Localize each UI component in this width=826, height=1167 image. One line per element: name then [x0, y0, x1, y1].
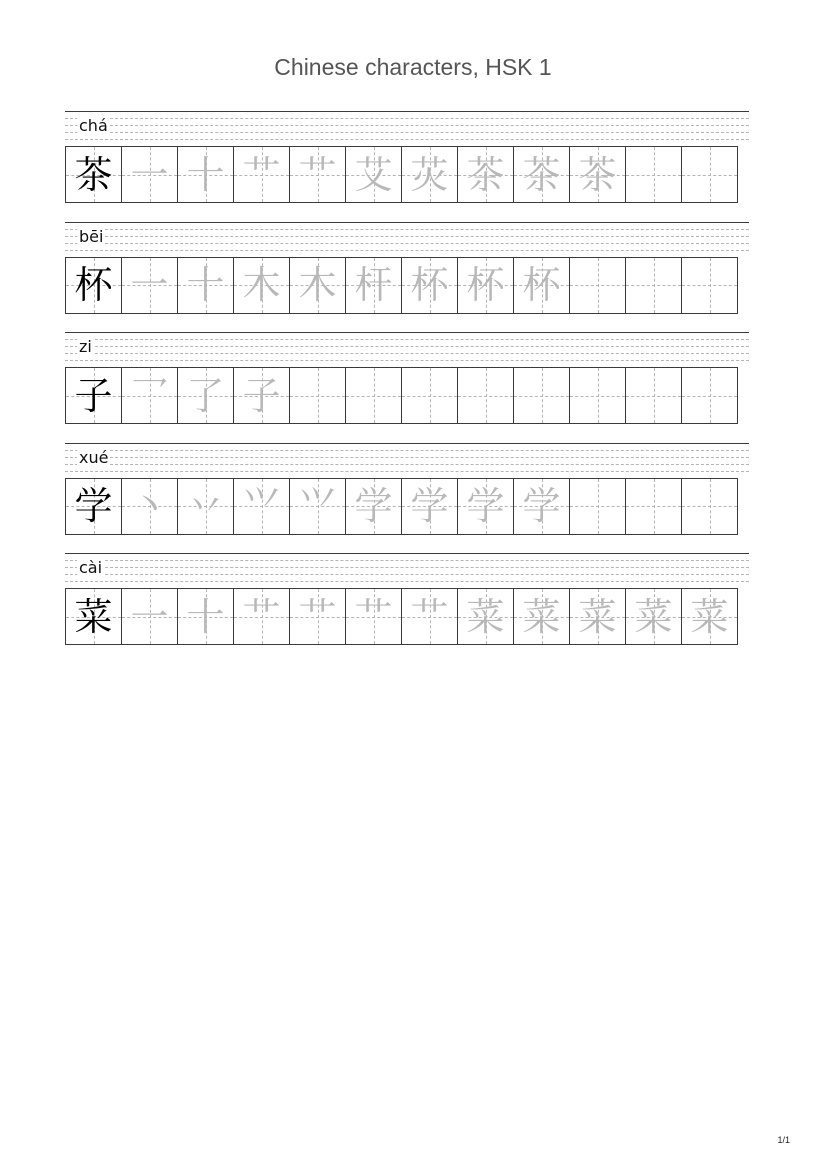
stroke-step-character: 艹	[242, 594, 281, 639]
practice-cell	[401, 367, 458, 424]
stroke-step-character: 杯	[522, 263, 561, 307]
pinyin-label: cài	[79, 558, 103, 577]
pinyin-guide-line	[65, 450, 749, 451]
stroke-step-character: 乛	[130, 373, 169, 418]
practice-cell	[289, 588, 346, 645]
row-top-rule	[65, 332, 749, 333]
practice-cell	[569, 146, 626, 203]
model-character: 茶	[74, 152, 113, 197]
practice-cell	[177, 367, 234, 424]
practice-cell	[513, 257, 570, 314]
stroke-step-character: 一	[130, 594, 169, 639]
pinyin-label: chá	[79, 116, 108, 135]
practice-grid	[65, 257, 749, 314]
pinyin-guide-line	[65, 125, 749, 126]
pinyin-guide-line	[65, 250, 749, 251]
practice-cell	[401, 146, 458, 203]
practice-cell	[177, 478, 234, 535]
practice-cell	[681, 257, 738, 314]
stroke-step-character	[290, 368, 345, 423]
practice-cell	[513, 588, 570, 645]
practice-cell	[289, 478, 346, 535]
stroke-step-character: 学	[410, 484, 449, 528]
stroke-step-character: 杯	[466, 263, 505, 307]
model-character-cell	[65, 257, 122, 314]
practice-cell	[513, 367, 570, 424]
pinyin-guide-line	[65, 567, 749, 568]
pinyin-guide-line	[65, 118, 749, 119]
model-character: 学	[74, 484, 113, 528]
pinyin-guide-line	[65, 346, 749, 347]
practice-cell	[401, 478, 458, 535]
stroke-step-character: 苂	[410, 152, 449, 197]
pinyin-guide-line	[65, 353, 749, 354]
stroke-step-character: 学	[522, 484, 561, 528]
model-character: 子	[74, 373, 113, 418]
stroke-step-character	[626, 147, 681, 202]
stroke-step-character: 子	[242, 373, 281, 418]
pinyin-guide-line	[65, 243, 749, 244]
model-character: 杯	[74, 263, 113, 307]
practice-cell	[625, 146, 682, 203]
stroke-step-character: 菜	[522, 594, 561, 639]
row-top-rule	[65, 553, 749, 554]
practice-cell	[345, 146, 402, 203]
pinyin-guide-line	[65, 581, 749, 582]
practice-cell	[289, 257, 346, 314]
practice-cell	[233, 257, 290, 314]
pinyin-guide-line	[65, 339, 749, 340]
practice-cell	[121, 588, 178, 645]
stroke-step-character	[570, 258, 625, 313]
practice-cell	[345, 367, 402, 424]
practice-cell	[457, 588, 514, 645]
practice-cell	[289, 146, 346, 203]
practice-cell	[233, 478, 290, 535]
practice-grid	[65, 367, 749, 424]
practice-cell	[457, 257, 514, 314]
row-top-rule	[65, 443, 749, 444]
page-number: 1/1	[777, 1135, 790, 1145]
stroke-step-character	[570, 479, 625, 534]
pinyin-label: zi	[79, 337, 92, 356]
practice-cell	[457, 478, 514, 535]
stroke-step-character: 丶	[130, 484, 169, 528]
practice-grid	[65, 588, 749, 645]
character-entry	[65, 553, 749, 689]
stroke-step-character: 学	[466, 484, 505, 528]
model-character-cell	[65, 478, 122, 535]
model-character-cell	[65, 146, 122, 203]
practice-cell	[513, 146, 570, 203]
practice-cell	[681, 367, 738, 424]
stroke-step-character: 杆	[354, 263, 393, 307]
stroke-step-character: ⺍	[242, 484, 281, 528]
row-top-rule	[65, 222, 749, 223]
stroke-step-character: 艹	[410, 594, 449, 639]
practice-cell	[513, 478, 570, 535]
stroke-step-character	[682, 258, 737, 313]
practice-cell	[681, 588, 738, 645]
stroke-step-character: ⺍	[298, 484, 337, 528]
practice-cell	[289, 367, 346, 424]
stroke-step-character	[626, 368, 681, 423]
practice-cell	[345, 478, 402, 535]
stroke-step-character: 十	[186, 152, 225, 197]
stroke-step-character: 艾	[354, 152, 393, 197]
model-character-cell	[65, 588, 122, 645]
practice-cell	[121, 367, 178, 424]
row-top-rule	[65, 111, 749, 112]
practice-cell	[177, 257, 234, 314]
stroke-step-character: 艹	[298, 152, 337, 197]
stroke-step-character	[458, 368, 513, 423]
practice-grid	[65, 146, 749, 203]
practice-cell	[681, 478, 738, 535]
practice-cell	[121, 146, 178, 203]
stroke-step-character	[682, 147, 737, 202]
stroke-step-character: 茶	[522, 152, 561, 197]
practice-cell	[121, 478, 178, 535]
pinyin-guide-line	[65, 132, 749, 133]
stroke-step-character	[682, 479, 737, 534]
practice-cell	[345, 257, 402, 314]
practice-cell	[345, 588, 402, 645]
stroke-step-character: 杯	[410, 263, 449, 307]
pinyin-label: xué	[79, 447, 109, 467]
practice-cell	[457, 367, 514, 424]
stroke-step-character: 艹	[298, 594, 337, 639]
practice-grid	[65, 478, 749, 535]
practice-cell	[569, 588, 626, 645]
stroke-step-character: 菜	[634, 594, 673, 639]
stroke-step-character: 学	[354, 484, 393, 528]
stroke-step-character: 了	[186, 373, 225, 418]
practice-cell	[401, 257, 458, 314]
pinyin-guide-line	[65, 139, 749, 140]
stroke-step-character: 茶	[578, 152, 617, 197]
stroke-step-character	[514, 368, 569, 423]
practice-cell	[233, 146, 290, 203]
stroke-step-character: 十	[186, 263, 225, 307]
pinyin-guide-line	[65, 229, 749, 230]
stroke-step-character: 木	[242, 263, 281, 307]
page-title: Chinese characters, HSK 1	[274, 54, 552, 80]
stroke-step-character: 艹	[242, 152, 281, 197]
stroke-step-character	[626, 479, 681, 534]
pinyin-guide-line	[65, 236, 749, 237]
pinyin-guide-line	[65, 471, 749, 472]
practice-cell	[625, 367, 682, 424]
practice-cell	[457, 146, 514, 203]
stroke-step-character: 菜	[466, 594, 505, 639]
practice-cell	[569, 257, 626, 314]
stroke-step-character: 艹	[354, 594, 393, 639]
practice-cell	[177, 588, 234, 645]
practice-cell	[569, 478, 626, 535]
practice-cell	[569, 367, 626, 424]
model-character: 菜	[74, 594, 113, 639]
pinyin-guide-line	[65, 560, 749, 561]
pinyin-guide-line	[65, 457, 749, 458]
practice-cell	[177, 146, 234, 203]
practice-cell	[625, 588, 682, 645]
pinyin-guide-line	[65, 464, 749, 465]
stroke-step-character	[626, 258, 681, 313]
stroke-step-character: 十	[186, 594, 225, 639]
stroke-step-character: 丷	[186, 484, 225, 528]
practice-cell	[233, 588, 290, 645]
stroke-step-character: 一	[130, 152, 169, 197]
stroke-step-character	[570, 368, 625, 423]
model-character-cell	[65, 367, 122, 424]
practice-cell	[233, 367, 290, 424]
stroke-step-character: 菜	[690, 594, 729, 639]
stroke-step-character: 茶	[466, 152, 505, 197]
stroke-step-character: 木	[298, 263, 337, 307]
practice-cell	[625, 257, 682, 314]
stroke-step-character: 菜	[578, 594, 617, 639]
stroke-step-character	[402, 368, 457, 423]
practice-cell	[121, 257, 178, 314]
stroke-step-character	[682, 368, 737, 423]
pinyin-label: bēi	[79, 226, 104, 246]
stroke-step-character	[346, 368, 401, 423]
stroke-step-character: 一	[130, 263, 169, 307]
practice-cell	[681, 146, 738, 203]
pinyin-guide-line	[65, 360, 749, 361]
pinyin-guide-line	[65, 574, 749, 575]
practice-cell	[401, 588, 458, 645]
practice-cell	[625, 478, 682, 535]
